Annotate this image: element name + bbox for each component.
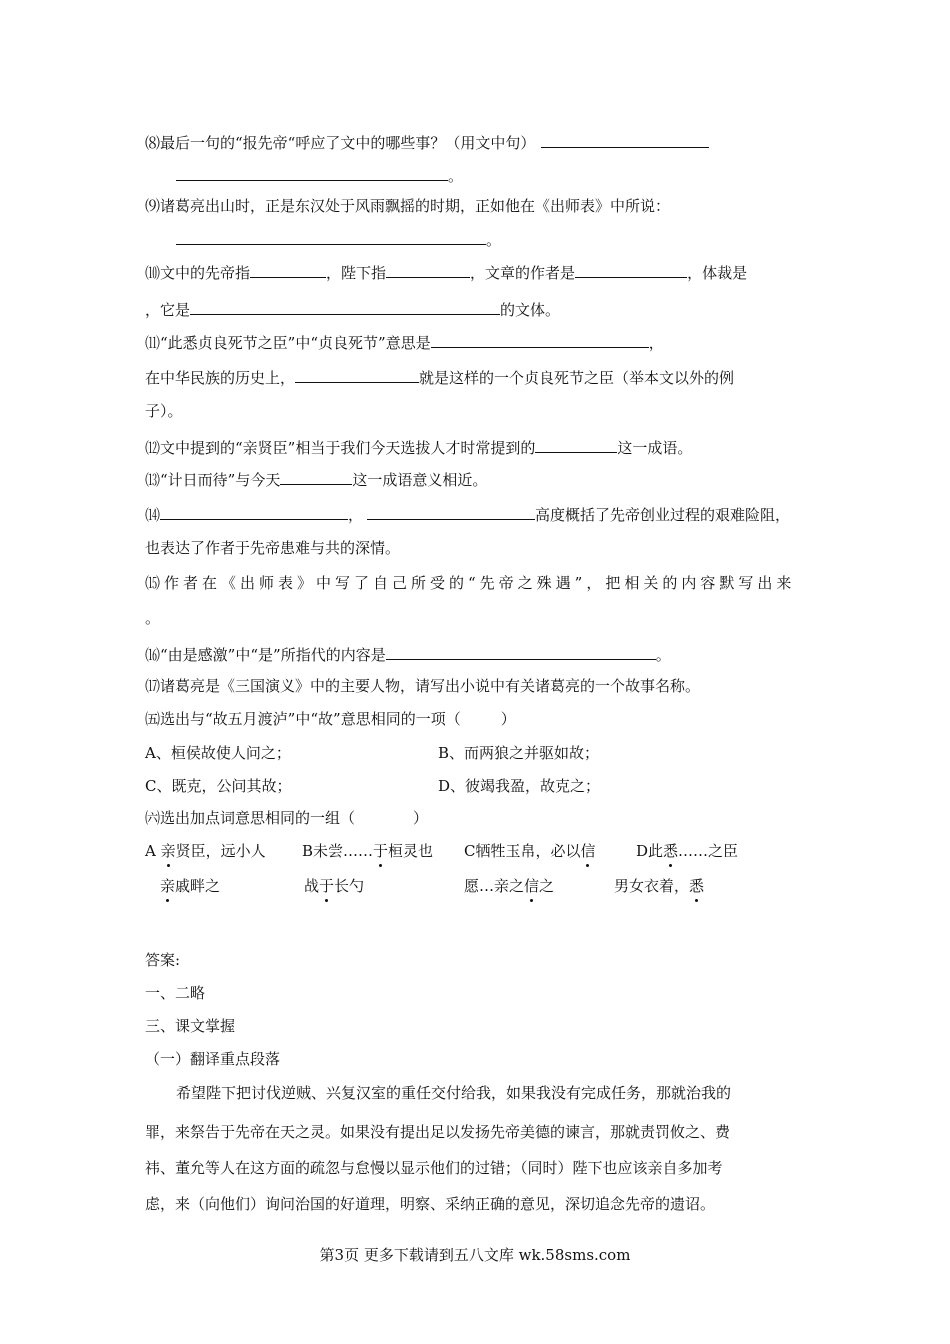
option-label: A [145, 842, 161, 860]
question-8-cont [176, 164, 463, 186]
option-text: 男女衣着， [614, 877, 690, 895]
question-text: ，它是 [145, 301, 191, 319]
question-number: ㈥ [145, 809, 161, 827]
choice-b[interactable]: B、而两狼之并驱如故； [438, 744, 600, 762]
question-number: ⑼ [145, 197, 161, 215]
question-text: “由是感激”中“是”所指代的内容是 [160, 646, 386, 664]
question-15 [145, 573, 795, 593]
answer-blank[interactable] [280, 468, 352, 485]
question-text: 选出加点词意思相同的一组（ [160, 809, 356, 827]
choice-row [438, 743, 599, 763]
option-text: 戚畔之 [175, 877, 221, 895]
punctuation: 。 [145, 609, 161, 627]
option-c-line1[interactable] [464, 841, 596, 861]
answer-blank[interactable] [386, 261, 470, 278]
question-text: 选出与“故五月渡泸”中“故”意思相同的一项（ [160, 710, 461, 728]
punctuation: ， [348, 506, 364, 524]
option-a-line1[interactable] [145, 841, 266, 861]
question-text: 的文体。 [500, 301, 561, 319]
question-number: ⒀ [145, 471, 161, 489]
question-10-cont [145, 298, 560, 320]
dotted-char: 亲 [160, 877, 176, 895]
question-text: 高度概括了先帝创业过程的艰难险阻， [535, 506, 791, 524]
choice-row [145, 743, 291, 763]
choice-a[interactable]: A、桓侯故使人问之； [145, 744, 291, 762]
question-9 [145, 196, 670, 216]
answer-paragraph-line: 祎、董允等人在这方面的疏忽与怠慢以显示他们的过错；（同时）陛下也应该亲自多加考 [145, 1159, 723, 1177]
choice-c[interactable]: C、既克，公问其故； [145, 777, 292, 795]
option-c-line2[interactable] [464, 876, 554, 896]
question-text: 这一成语。 [617, 439, 693, 457]
choice-row [438, 776, 600, 796]
answers-section-3: 三、课文掌握 [145, 1017, 236, 1035]
question-text: 作者在《出师表》中写了自己所受的“先帝之殊遇”，把相关的内容默写出来 [164, 574, 796, 592]
question-number: ⑿ [145, 439, 161, 457]
question-text: ，文章的作者是 [470, 264, 576, 282]
answer-blank[interactable] [295, 366, 419, 383]
option-label: C牺牲玉帛，必以 [464, 842, 581, 860]
question-14-cont [145, 538, 400, 558]
question-8 [145, 131, 709, 153]
dotted-char: 于 [373, 842, 389, 860]
option-b-line2[interactable] [304, 876, 364, 896]
question-number: ⑻ [145, 134, 161, 152]
option-text: 桓灵也 [388, 842, 434, 860]
option-text: 愿…亲之 [464, 877, 525, 895]
answer-paragraph-line: 罪，来祭告于先帝在天之灵。如果没有提出足以发扬先帝美德的谏言，那就责罚攸之、费 [145, 1123, 731, 1141]
answers-section-1: 一、二略 [145, 984, 206, 1002]
dotted-char: 于 [319, 877, 335, 895]
question-text: 在中华民族的历史上， [145, 369, 296, 387]
answer-paragraph-line: 希望陛下把讨伐逆贼、兴复汉室的重任交付给我，如果我没有完成任务，那就治我的 [176, 1084, 732, 1102]
option-d-line1[interactable] [636, 841, 738, 861]
answer-paragraph-line: 虑，来（向他们）询问治国的好道理，明察、采纳正确的意见，深切追念先帝的遗诏。 [145, 1195, 716, 1213]
question-text: 也表达了作者于先帝患难与共的深情。 [145, 539, 401, 557]
option-d-line2[interactable] [614, 876, 704, 896]
question-14 [145, 503, 790, 525]
answer-blank[interactable] [575, 261, 687, 278]
question-text: 文中提到的“亲贤臣”相当于我们今天选拔人才时常提到的 [160, 439, 536, 457]
answer-blank[interactable] [367, 503, 535, 520]
answer-blank[interactable] [160, 503, 348, 520]
question-number: ⒁ [145, 506, 161, 524]
question-number: ㈤ [145, 710, 161, 728]
question-number: ⒂ [145, 574, 165, 592]
dotted-char: 信 [524, 877, 540, 895]
question-15-cont [145, 608, 160, 628]
option-text: 贤臣，远小人 [175, 842, 266, 860]
answer-blank[interactable] [541, 131, 709, 148]
answers-heading: 答案: [145, 951, 181, 969]
option-b-line1[interactable] [302, 841, 433, 861]
page-footer: 第3页 更多下载请到五八文库 wk.58sms.com [319, 1246, 631, 1264]
dotted-char: 悉 [689, 877, 705, 895]
answer-blank[interactable] [176, 228, 486, 245]
question-text: “此悉贞良死节之臣”中“贞良死节”意思是 [160, 334, 431, 352]
answer-blank[interactable] [176, 164, 448, 181]
answers-subsection: （一）翻译重点段落 [145, 1050, 281, 1068]
question-text: 就是这样的一个贞良死节之臣（举本文以外的例 [419, 369, 735, 387]
question-number: ⑽ [145, 264, 161, 282]
choice-row [145, 776, 291, 796]
question-number: ⒄ [145, 677, 161, 695]
punctuation: 。 [486, 231, 502, 249]
question-16 [145, 643, 671, 665]
punctuation: ， [648, 334, 664, 352]
option-text: 之 [539, 877, 555, 895]
option-label: B未尝…… [302, 842, 374, 860]
choice-d[interactable]: D、彼竭我盈，故克之； [438, 777, 601, 795]
dotted-char: 悉 [663, 842, 679, 860]
option-text: 长勺 [334, 877, 365, 895]
question-text: 文中的先帝指 [160, 264, 251, 282]
question-text: 诸葛亮出山时，正是东汉处于风雨飘摇的时期，正如他在《出师表》中所说： [160, 197, 671, 215]
dotted-char: 亲 [160, 842, 176, 860]
question-9-cont [176, 228, 501, 250]
option-a-line2[interactable] [160, 876, 220, 896]
punctuation: 。 [655, 646, 671, 664]
answer-blank[interactable] [535, 436, 617, 453]
question-text: 最后一句的“报先帝“呼应了文中的哪些事？（用文中句） [160, 134, 536, 152]
option-label: D此 [636, 842, 664, 860]
question-number: ⑾ [145, 334, 161, 352]
question-choice-6 [145, 808, 428, 828]
question-11-cont2 [145, 401, 183, 421]
question-text: ，陛下指 [326, 264, 387, 282]
question-text: “计日而待”与今天 [160, 471, 281, 489]
question-11-cont [145, 366, 734, 388]
question-number: ⒃ [145, 646, 161, 664]
dotted-char: 信 [580, 842, 596, 860]
question-text: 这一成语意义相近。 [352, 471, 488, 489]
question-10 [145, 261, 747, 283]
question-text: 子）。 [145, 402, 183, 420]
question-11 [145, 331, 664, 353]
question-12 [145, 436, 692, 458]
question-choice-5 [145, 709, 516, 729]
option-text: 战 [304, 877, 320, 895]
answer-blank[interactable] [190, 298, 500, 315]
option-text: ……之臣 [678, 842, 739, 860]
question-17 [145, 676, 700, 696]
punctuation: ） [500, 710, 516, 728]
punctuation: ） [413, 809, 429, 827]
question-text: ，体裁是 [687, 264, 748, 282]
answer-blank[interactable] [431, 331, 649, 348]
answer-blank[interactable] [250, 261, 326, 278]
answer-blank[interactable] [386, 643, 656, 660]
punctuation: 。 [448, 167, 464, 185]
question-13 [145, 468, 487, 490]
question-text: 诸葛亮是《三国演义》中的主要人物，请写出小说中有关诸葛亮的一个故事名称。 [160, 677, 701, 695]
